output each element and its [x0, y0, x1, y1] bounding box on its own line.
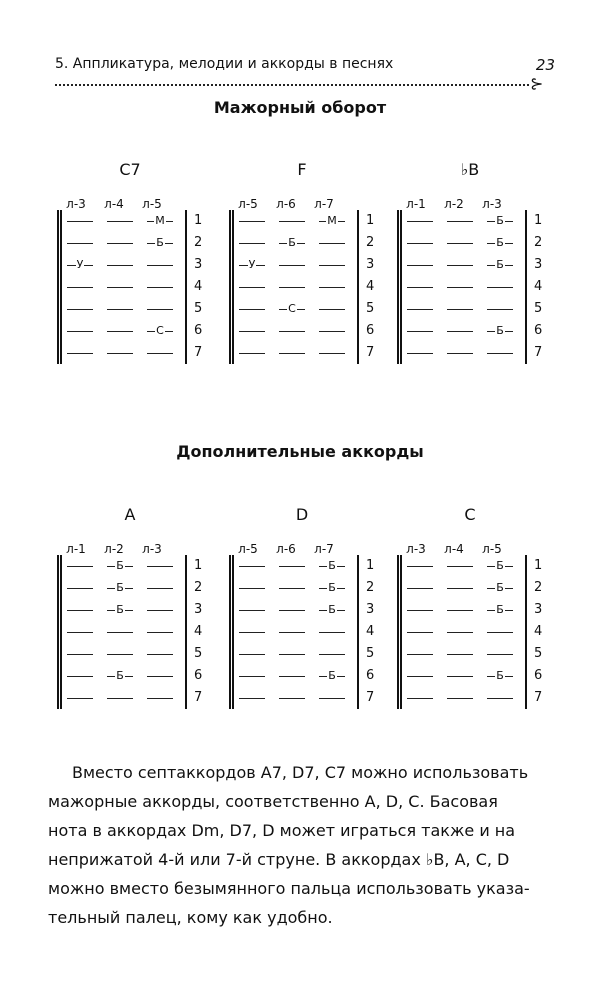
finger-cell — [403, 280, 437, 294]
finger-cell — [315, 236, 349, 250]
finger-cell — [143, 236, 177, 250]
section-title-major: Мажорный оборот — [213, 98, 387, 117]
finger-cell — [275, 236, 309, 250]
fret-number: 3 — [194, 257, 203, 272]
string-label: л-3 — [66, 197, 86, 211]
grid-line — [525, 210, 527, 364]
fret-number: 6 — [366, 323, 375, 338]
finger-cell — [403, 302, 437, 316]
chapter-title: 5. Аппликатура, мелодии и аккорды в песнях — [55, 56, 394, 72]
finger-cell — [315, 581, 349, 595]
grid-line — [185, 210, 187, 364]
fret-row — [229, 210, 375, 232]
string-label: л-6 — [276, 542, 296, 556]
fret-number: 7 — [366, 690, 375, 705]
fret-row — [229, 643, 375, 665]
finger-cell — [483, 258, 517, 272]
page-number: 23 — [535, 56, 555, 74]
finger-cell — [315, 669, 349, 683]
fret-row — [57, 342, 203, 364]
chord-name: A — [124, 505, 136, 524]
fret-row — [57, 687, 203, 709]
finger-cell — [403, 625, 437, 639]
running-head — [55, 56, 555, 76]
finger-cell — [103, 559, 137, 573]
fret-number: 5 — [194, 301, 203, 316]
string-label: л-7 — [314, 542, 334, 556]
grid-line — [185, 555, 187, 709]
finger-cell — [443, 280, 477, 294]
finger-cell — [275, 324, 309, 338]
fret-number: 1 — [366, 213, 375, 228]
string-label: л-1 — [66, 542, 86, 556]
finger-cell — [235, 691, 269, 705]
finger-cell — [103, 603, 137, 617]
finger-cell — [235, 214, 269, 228]
fret-number: 7 — [366, 345, 375, 360]
fret-grid — [397, 210, 543, 366]
fret-number: 6 — [534, 323, 543, 338]
finger-cell — [483, 647, 517, 661]
fret-row — [57, 577, 203, 599]
fret-number: 2 — [194, 580, 203, 595]
finger-cell — [235, 302, 269, 316]
fret-number: 3 — [534, 602, 543, 617]
finger-cell — [275, 625, 309, 639]
finger-mark: У — [76, 258, 84, 271]
finger-cell — [403, 258, 437, 272]
finger-cell — [143, 691, 177, 705]
finger-cell — [143, 346, 177, 360]
finger-cell — [483, 669, 517, 683]
finger-cell — [403, 669, 437, 683]
paragraph-line: можно вместо безымянного пальца использовать указа- — [48, 879, 530, 898]
fret-row — [397, 342, 543, 364]
finger-mark: Б — [156, 236, 164, 249]
finger-mark: С — [156, 324, 164, 337]
finger-cell — [403, 581, 437, 595]
finger-mark: Б — [116, 559, 124, 572]
finger-cell — [63, 346, 97, 360]
finger-cell — [275, 581, 309, 595]
finger-cell — [315, 214, 349, 228]
finger-cell — [143, 581, 177, 595]
finger-mark: Б — [328, 603, 336, 616]
finger-cell — [103, 647, 137, 661]
finger-mark: С — [288, 302, 296, 315]
grid-line — [357, 555, 359, 709]
fret-number: 5 — [534, 301, 543, 316]
finger-cell — [275, 302, 309, 316]
finger-cell — [443, 559, 477, 573]
fret-number: 3 — [534, 257, 543, 272]
finger-mark: Б — [116, 669, 124, 682]
fret-row — [57, 665, 203, 687]
string-label: л-1 — [406, 197, 426, 211]
fret-number: 5 — [366, 646, 375, 661]
string-label: л-5 — [482, 542, 502, 556]
fret-row — [229, 342, 375, 364]
finger-cell — [275, 647, 309, 661]
finger-mark: Б — [116, 603, 124, 616]
finger-mark: Б — [116, 581, 124, 594]
finger-cell — [443, 625, 477, 639]
fret-number: 6 — [194, 323, 203, 338]
paragraph-line: мажорные аккорды, соответственно A, D, C. Басовая — [48, 792, 498, 811]
chord-name: ♭B — [460, 160, 480, 179]
string-label: л-5 — [142, 197, 162, 211]
fret-number: 2 — [366, 580, 375, 595]
finger-mark: Б — [496, 669, 504, 682]
finger-cell — [103, 669, 137, 683]
paragraph-line: неприжатой 4-й или 7-й струне. В аккордах ♭B, A, C, D — [48, 850, 510, 869]
finger-cell — [63, 280, 97, 294]
finger-cell — [443, 669, 477, 683]
finger-cell — [103, 214, 137, 228]
finger-cell — [315, 346, 349, 360]
finger-cell — [235, 559, 269, 573]
fret-row — [397, 210, 543, 232]
finger-cell — [483, 346, 517, 360]
fret-row — [397, 298, 543, 320]
finger-mark: Б — [328, 559, 336, 572]
finger-cell — [443, 258, 477, 272]
finger-mark: Б — [496, 214, 504, 227]
explanation-paragraph — [48, 758, 556, 932]
finger-mark: Б — [496, 581, 504, 594]
finger-cell — [443, 214, 477, 228]
fret-number: 7 — [194, 690, 203, 705]
fret-number: 1 — [194, 558, 203, 573]
finger-cell — [235, 280, 269, 294]
fret-row — [229, 621, 375, 643]
fret-number: 1 — [534, 558, 543, 573]
finger-cell — [63, 691, 97, 705]
string-label: л-7 — [314, 197, 334, 211]
fret-row — [57, 643, 203, 665]
finger-cell — [443, 581, 477, 595]
finger-cell — [403, 324, 437, 338]
fret-number: 7 — [534, 345, 543, 360]
fret-number: 6 — [534, 668, 543, 683]
finger-cell — [443, 302, 477, 316]
fret-row — [397, 643, 543, 665]
chord-name: C — [464, 505, 476, 524]
finger-cell — [275, 280, 309, 294]
finger-cell — [143, 324, 177, 338]
fret-number: 4 — [366, 279, 375, 294]
paragraph-line: Вместо септаккордов A7, D7, C7 можно использовать — [72, 763, 529, 782]
finger-cell — [63, 236, 97, 250]
finger-cell — [63, 647, 97, 661]
fret-number: 7 — [534, 690, 543, 705]
fret-grid — [397, 555, 543, 711]
finger-cell — [275, 691, 309, 705]
finger-mark: Б — [328, 669, 336, 682]
fret-number: 6 — [194, 668, 203, 683]
chord-name: D — [295, 505, 309, 524]
fret-number: 5 — [366, 301, 375, 316]
finger-cell — [143, 302, 177, 316]
finger-cell — [275, 346, 309, 360]
fret-number: 7 — [194, 345, 203, 360]
fret-row — [397, 577, 543, 599]
finger-mark: Б — [496, 559, 504, 572]
finger-cell — [235, 669, 269, 683]
finger-cell — [143, 647, 177, 661]
finger-cell — [143, 258, 177, 272]
finger-cell — [483, 691, 517, 705]
finger-mark: Б — [496, 258, 504, 271]
finger-cell — [443, 647, 477, 661]
string-label: л-3 — [406, 542, 426, 556]
finger-cell — [403, 346, 437, 360]
fret-number: 1 — [194, 213, 203, 228]
fret-number: 1 — [534, 213, 543, 228]
finger-cell — [315, 647, 349, 661]
finger-mark: Б — [496, 324, 504, 337]
finger-cell — [143, 603, 177, 617]
fret-row — [57, 621, 203, 643]
section-title-additional: Дополнительные аккорды — [176, 442, 424, 461]
fret-row — [397, 599, 543, 621]
fret-row — [229, 577, 375, 599]
string-label: л-5 — [238, 197, 258, 211]
finger-cell — [235, 647, 269, 661]
finger-cell — [63, 214, 97, 228]
finger-cell — [275, 214, 309, 228]
finger-cell — [315, 324, 349, 338]
fret-row — [229, 665, 375, 687]
finger-cell — [483, 280, 517, 294]
fret-row — [57, 276, 203, 298]
string-label: л-6 — [276, 197, 296, 211]
finger-cell — [103, 258, 137, 272]
finger-cell — [103, 236, 137, 250]
fret-number: 2 — [366, 235, 375, 250]
grid-line — [525, 555, 527, 709]
finger-cell — [143, 669, 177, 683]
fret-row — [397, 232, 543, 254]
finger-cell — [403, 691, 437, 705]
finger-cell — [143, 559, 177, 573]
fret-number: 5 — [194, 646, 203, 661]
fret-row — [397, 665, 543, 687]
fret-row — [57, 232, 203, 254]
finger-cell — [443, 324, 477, 338]
finger-cell — [63, 581, 97, 595]
fret-row — [57, 298, 203, 320]
finger-cell — [483, 559, 517, 573]
ornament-icon: ⊱ — [530, 74, 544, 93]
fret-row — [397, 254, 543, 276]
finger-cell — [315, 625, 349, 639]
finger-cell — [315, 559, 349, 573]
chord-name: F — [297, 160, 307, 179]
finger-mark: Б — [496, 603, 504, 616]
finger-cell — [403, 559, 437, 573]
fret-row — [57, 254, 203, 276]
finger-cell — [235, 346, 269, 360]
fret-row — [397, 320, 543, 342]
finger-mark: Б — [496, 236, 504, 249]
fret-grid — [57, 210, 203, 366]
fret-number: 1 — [366, 558, 375, 573]
finger-cell — [63, 559, 97, 573]
finger-cell — [103, 280, 137, 294]
finger-cell — [235, 581, 269, 595]
finger-cell — [403, 603, 437, 617]
finger-cell — [143, 625, 177, 639]
finger-cell — [235, 236, 269, 250]
fret-row — [397, 555, 543, 577]
fret-row — [229, 298, 375, 320]
finger-cell — [403, 647, 437, 661]
string-label: л-2 — [104, 542, 124, 556]
finger-cell — [483, 214, 517, 228]
fret-row — [57, 555, 203, 577]
finger-cell — [63, 603, 97, 617]
finger-mark: У — [248, 258, 256, 271]
finger-cell — [235, 625, 269, 639]
finger-cell — [315, 603, 349, 617]
finger-cell — [63, 669, 97, 683]
fret-number: 5 — [534, 646, 543, 661]
finger-cell — [103, 346, 137, 360]
fret-number: 2 — [194, 235, 203, 250]
finger-cell — [315, 302, 349, 316]
fret-row — [57, 320, 203, 342]
string-label: л-5 — [238, 542, 258, 556]
finger-cell — [443, 603, 477, 617]
fret-number: 4 — [366, 624, 375, 639]
string-label: л-4 — [104, 197, 124, 211]
fret-row — [229, 232, 375, 254]
finger-cell — [63, 625, 97, 639]
paragraph-line: тельный палец, кому как удобно. — [48, 908, 333, 927]
fret-row — [57, 599, 203, 621]
finger-cell — [235, 324, 269, 338]
fret-grid — [229, 555, 375, 711]
fret-number: 4 — [194, 279, 203, 294]
finger-cell — [143, 280, 177, 294]
fret-row — [57, 210, 203, 232]
fret-number: 4 — [534, 279, 543, 294]
finger-mark: М — [155, 214, 165, 227]
finger-cell — [235, 258, 269, 272]
fret-number: 3 — [366, 602, 375, 617]
finger-cell — [275, 669, 309, 683]
fret-row — [229, 687, 375, 709]
finger-cell — [63, 324, 97, 338]
finger-cell — [103, 691, 137, 705]
chord-name: C7 — [119, 160, 141, 179]
finger-cell — [63, 302, 97, 316]
fret-row — [229, 254, 375, 276]
dotted-rule — [55, 84, 529, 86]
finger-cell — [483, 324, 517, 338]
finger-cell — [483, 302, 517, 316]
finger-cell — [483, 603, 517, 617]
finger-cell — [315, 280, 349, 294]
finger-cell — [275, 603, 309, 617]
finger-cell — [315, 691, 349, 705]
fret-row — [229, 555, 375, 577]
finger-cell — [275, 258, 309, 272]
fret-number: 4 — [194, 624, 203, 639]
finger-cell — [403, 214, 437, 228]
fret-number: 2 — [534, 580, 543, 595]
finger-cell — [315, 258, 349, 272]
fret-row — [229, 276, 375, 298]
fret-number: 3 — [194, 602, 203, 617]
finger-mark: М — [327, 214, 337, 227]
finger-cell — [443, 236, 477, 250]
finger-mark: Б — [328, 581, 336, 594]
fret-grid — [57, 555, 203, 711]
string-label: л-4 — [444, 542, 464, 556]
finger-cell — [483, 236, 517, 250]
fret-row — [229, 320, 375, 342]
fret-row — [397, 276, 543, 298]
fret-number: 6 — [366, 668, 375, 683]
fret-number: 4 — [534, 624, 543, 639]
finger-mark: Б — [288, 236, 296, 249]
finger-cell — [403, 236, 437, 250]
finger-cell — [275, 559, 309, 573]
finger-cell — [143, 214, 177, 228]
finger-cell — [235, 603, 269, 617]
finger-cell — [443, 346, 477, 360]
paragraph-line: нота в аккордах Dm, D7, D может играться также и на — [48, 821, 516, 840]
finger-cell — [483, 581, 517, 595]
finger-cell — [103, 324, 137, 338]
fret-row — [397, 621, 543, 643]
string-label: л-3 — [142, 542, 162, 556]
fret-row — [229, 599, 375, 621]
finger-cell — [103, 625, 137, 639]
finger-cell — [103, 581, 137, 595]
finger-cell — [443, 691, 477, 705]
string-label: л-2 — [444, 197, 464, 211]
finger-cell — [63, 258, 97, 272]
grid-line — [357, 210, 359, 364]
fret-number: 3 — [366, 257, 375, 272]
fret-row — [397, 687, 543, 709]
string-label: л-3 — [482, 197, 502, 211]
fret-grid — [229, 210, 375, 366]
finger-cell — [483, 625, 517, 639]
fret-number: 2 — [534, 235, 543, 250]
finger-cell — [103, 302, 137, 316]
